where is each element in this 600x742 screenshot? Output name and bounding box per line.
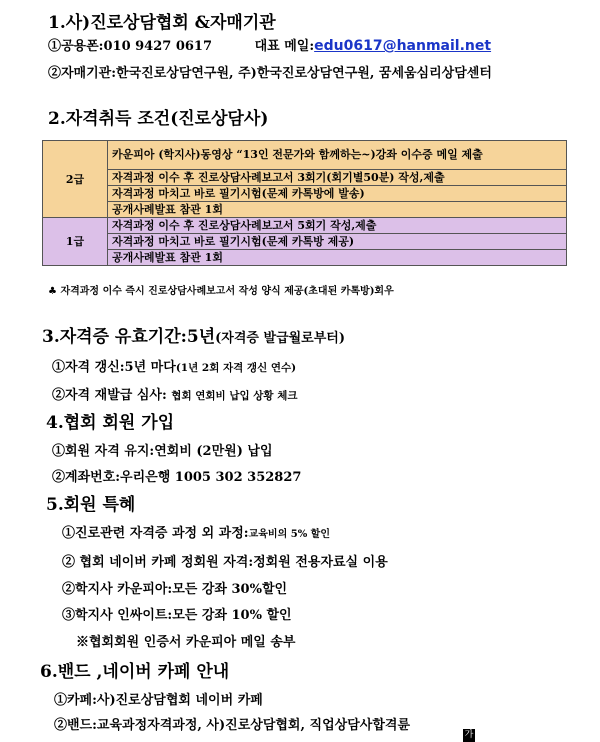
grade2-row [43,141,567,170]
reissue-line [52,384,298,403]
grade2-row [43,170,567,186]
report-note: ♣ 자격과정 이수 즉시 진로상담사례보고서 작성 양식 제공(초대된 카톡방)회우 [48,286,394,297]
section-2-title: 2.자격취득 조건(진로상담사) [48,109,269,129]
membership-fee: ①회원 자격 유지:연회비 (2만원) 납입 [52,444,273,459]
ime-indicator[interactable]: 가 [464,730,474,740]
grade1-row [43,250,567,266]
section-6-title: 6.밴드 ,네이버 카페 안내 [40,662,230,682]
mail-label: 대표 메일: [254,39,315,54]
reissue-detail: 협회 연회비 납입 상황 체크 [171,390,298,402]
benefit-4: ③학지사 인싸이트:모든 강좌 10% 할인 [62,608,292,623]
grade2-condition-3: 자격과정 마치고 바로 필기시험(문제 카톡방에 발송) [108,186,567,202]
cafe-line: ①카페:사)진로상담협회 네이버 카페 [54,693,263,708]
partners-line: ②자매기관:한국진로상담연구원, 주)한국진로상담연구원, 꿈세움심리상담센터 [48,66,492,81]
reissue-label: ②자격 재발급 심사: [52,388,167,403]
band-line: ②밴드:교육과정자격과정, 사)진로상담협회, 직업상담사합격륜 [54,718,411,733]
grade2-condition-1: 카운피아 (학지사)동영상 “13인 전문가와 함께하는~)강좌 이수증 메일 제출 [108,141,567,170]
bank-account: ②계좌번호:우리은행 1005 302 352827 [52,470,302,485]
section-1-title: 1.사)진로상담협회 &자매기관 [48,13,276,33]
validity-title: 3.자격증 유효기간:5년 [42,327,216,347]
grade2-condition-2: 자격과정 이수 후 진로상담사례보고서 3회기(회기별50분) 작성,제출 [108,170,567,186]
grade1-condition-1: 자격과정 이수 후 진로상담사례보고서 5회기 작성,제출 [108,218,567,234]
benefit-2: ② 협회 네이버 카페 정회원 자격:정회원 전용자료실 이용 [62,555,388,570]
benefit-1-label: ①진로관련 자격증 과정 외 과정: [62,526,249,541]
validity-subtitle: (자격증 발급월로부터) [215,331,346,346]
phone-line [48,35,491,54]
grade1-row [43,218,567,234]
grade2-row [43,186,567,202]
section-3-title [42,322,345,347]
phone-label: ①공용폰:010 9427 0617 [48,39,213,54]
section-5-title: 5.회원 특혜 [46,495,136,515]
email-link[interactable]: edu0617@hanmail.net [314,38,492,54]
section-4-title: 4.협회 회원 가입 [46,413,175,433]
grade2-label: 2급 [43,141,108,218]
qualification-table [42,140,567,266]
renew-label: ①자격 갱신:5년 마다 [52,360,176,375]
benefit-3: ②학지사 카운피아:모든 강좌 30%할인 [62,582,288,597]
renew-line [52,356,296,375]
grade1-condition-3: 공개사례발표 참관 1회 [108,250,567,266]
grade1-row [43,234,567,250]
grade1-condition-2: 자격과정 마치고 바로 필기시험(문제 카톡방 제공) [108,234,567,250]
grade2-row [43,202,567,218]
benefit-5: ※협회회원 인증서 카운피아 메일 송부 [76,635,296,650]
grade1-label: 1급 [43,218,108,266]
benefit-1-detail: 교육비의 5% 할인 [248,529,330,540]
grade2-condition-4: 공개사례발표 참관 1회 [108,202,567,218]
renew-detail: (1년 2회 자격 갱신 연수) [175,362,297,374]
benefit-1 [62,522,330,541]
